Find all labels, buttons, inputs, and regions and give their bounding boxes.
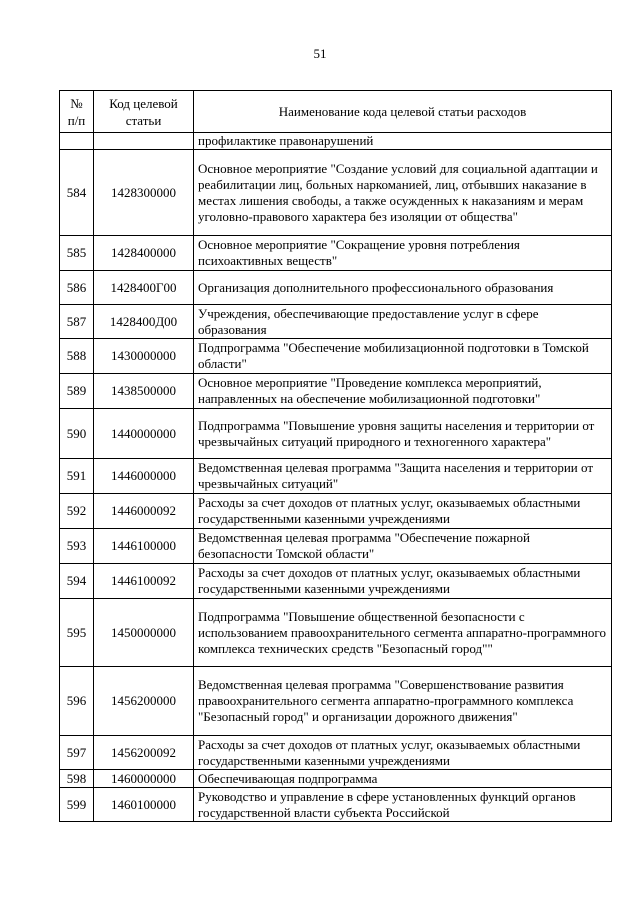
table-row — [60, 374, 612, 409]
row-name: Руководство и управление в сфере установленных функций органов государственной власти субъекта Российской — [194, 788, 612, 822]
row-name: Подпрограмма "Обеспечение мобилизационной подготовки в Томской области" — [194, 339, 612, 374]
row-name: Расходы за счет доходов от платных услуг, оказываемых областными государственными казенными учреждениями — [194, 564, 612, 599]
row-code: 1428400000 — [94, 236, 194, 271]
row-number: 587 — [60, 305, 94, 339]
header-num: № п/п — [60, 91, 94, 133]
table-row — [60, 494, 612, 529]
table-body — [60, 133, 612, 822]
row-number: 586 — [60, 271, 94, 305]
row-code: 1438500000 — [94, 374, 194, 409]
table-row — [60, 133, 612, 150]
row-name: Ведомственная целевая программа "Совершенствование развития правоохранительного сегмента аппаратно-программного комплекса "Безопасный город" и организации дорожного движения" — [194, 667, 612, 736]
row-name: Подпрограмма "Повышение общественной безопасности с использованием правоохранительного сегмента аппаратно-программного комплекса технических средств "Безопасный город"" — [194, 599, 612, 667]
row-number: 594 — [60, 564, 94, 599]
row-name: Ведомственная целевая программа "Защита населения и территории от чрезвычайных ситуаций" — [194, 459, 612, 494]
row-number: 598 — [60, 770, 94, 788]
row-code: 1450000000 — [94, 599, 194, 667]
row-code: 1460100000 — [94, 788, 194, 822]
table-row — [60, 339, 612, 374]
row-number: 588 — [60, 339, 94, 374]
row-code: 1440000000 — [94, 409, 194, 459]
table-header — [60, 91, 612, 133]
row-code: 1428400Г00 — [94, 271, 194, 305]
row-name: Расходы за счет доходов от платных услуг, оказываемых областными государственными казенными учреждениями — [194, 494, 612, 529]
row-number: 592 — [60, 494, 94, 529]
row-code: 1460000000 — [94, 770, 194, 788]
row-number: 599 — [60, 788, 94, 822]
row-code: 1430000000 — [94, 339, 194, 374]
row-number: 585 — [60, 236, 94, 271]
row-name: Обеспечивающая подпрограмма — [194, 770, 612, 788]
table-row — [60, 459, 612, 494]
row-number: 595 — [60, 599, 94, 667]
row-number: 590 — [60, 409, 94, 459]
table-row — [60, 236, 612, 271]
table-row — [60, 409, 612, 459]
table-row — [60, 564, 612, 599]
header-row — [60, 91, 612, 133]
table-row — [60, 770, 612, 788]
table-row — [60, 271, 612, 305]
table-row — [60, 150, 612, 236]
row-code: 1446000092 — [94, 494, 194, 529]
row-code: 1446000000 — [94, 459, 194, 494]
table-row — [60, 667, 612, 736]
row-name: Подпрограмма "Повышение уровня защиты населения и территории от чрезвычайных ситуаций природного и техногенного характера" — [194, 409, 612, 459]
row-number: 591 — [60, 459, 94, 494]
row-name: Организация дополнительного профессионального образования — [194, 271, 612, 305]
row-name: Основное мероприятие "Создание условий для социальной адаптации и реабилитации лиц, больных наркоманией, лиц, отбывших наказание в местах лишения свободы, а также осужденных к наказаниям и мерам уголовно-правового характера без изоляции от общества" — [194, 150, 612, 236]
row-number: 596 — [60, 667, 94, 736]
table-row — [60, 788, 612, 822]
row-number — [60, 133, 94, 150]
row-code: 1428300000 — [94, 150, 194, 236]
row-name: профилактике правонарушений — [194, 133, 612, 150]
row-number: 584 — [60, 150, 94, 236]
table-row — [60, 305, 612, 339]
header-name: Наименование кода целевой статьи расходов — [194, 91, 612, 133]
row-code — [94, 133, 194, 150]
table-row — [60, 736, 612, 770]
row-number: 597 — [60, 736, 94, 770]
page-number: 51 — [313, 46, 327, 61]
row-code: 1456200092 — [94, 736, 194, 770]
table-row — [60, 599, 612, 667]
row-name: Учреждения, обеспечивающие предоставление услуг в сфере образования — [194, 305, 612, 339]
table-row — [60, 529, 612, 564]
target-codes-table — [59, 90, 612, 822]
header-code: Код целевой статьи — [94, 91, 194, 133]
row-code: 1456200000 — [94, 667, 194, 736]
row-number: 589 — [60, 374, 94, 409]
row-name: Основное мероприятие "Проведение комплекса мероприятий, направленных на обеспечение мобилизационной подготовки" — [194, 374, 612, 409]
row-name: Расходы за счет доходов от платных услуг, оказываемых областными государственными казенными учреждениями — [194, 736, 612, 770]
row-code: 1446100000 — [94, 529, 194, 564]
row-name: Основное мероприятие "Сокращение уровня потребления психоактивных веществ" — [194, 236, 612, 271]
row-code: 1428400Д00 — [94, 305, 194, 339]
row-number: 593 — [60, 529, 94, 564]
row-code: 1446100092 — [94, 564, 194, 599]
row-name: Ведомственная целевая программа "Обеспечение пожарной безопасности Томской области" — [194, 529, 612, 564]
